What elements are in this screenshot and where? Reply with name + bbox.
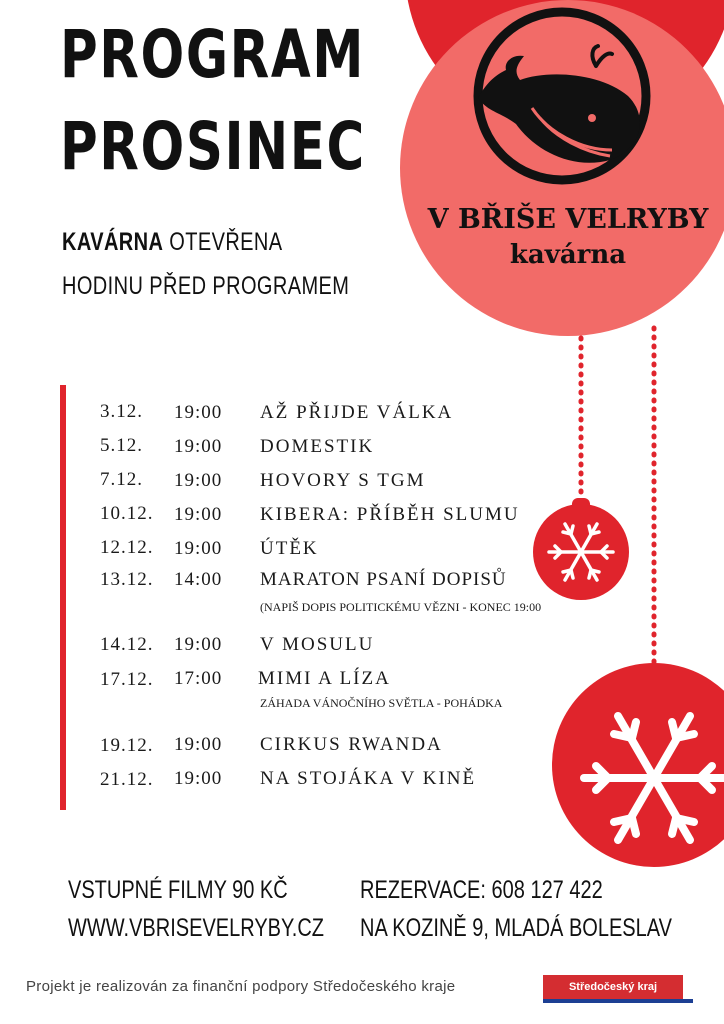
event-title: MIMI A LÍZA — [258, 668, 391, 689]
event-date: 3.12. — [100, 401, 143, 422]
website-link[interactable]: WWW.VBRISEVELRYBY.CZ — [68, 914, 324, 942]
support-note: Projekt je realizován za finanční podpory Středočeského kraje — [26, 978, 456, 995]
opening-note-rest: OTEVŘENA — [163, 228, 283, 256]
event-date: 12.12. — [100, 537, 154, 558]
event-note: ZÁHADA VÁNOČNÍHO SVĚTLA - POHÁDKA — [260, 696, 503, 710]
event-time: 19:00 — [174, 734, 223, 755]
region-logo-stripe — [543, 999, 693, 1003]
event-date: 7.12. — [100, 469, 143, 490]
event-title: NA STOJÁKA V KINĚ — [260, 768, 477, 789]
event-title: KIBERA: PŘÍBĚH SLUMU — [260, 504, 520, 525]
reservation-phone: REZERVACE: 608 127 422 — [360, 876, 603, 904]
event-date: 10.12. — [100, 503, 154, 524]
region-logo-label: Středočeský kraj — [543, 975, 683, 999]
event-date: 13.12. — [100, 569, 154, 590]
event-time: 19:00 — [174, 538, 223, 559]
title-line-2: PROSINEC — [60, 108, 366, 185]
entry-price: VSTUPNÉ FILMY 90 KČ — [68, 876, 288, 904]
event-title: CIRKUS RWANDA — [260, 734, 443, 755]
event-title: V MOSULU — [260, 634, 375, 655]
event-time: 14:00 — [174, 569, 223, 590]
brand-subname: kavárna — [509, 240, 627, 270]
opening-note-line-2: HODINU PŘED PROGRAMEM — [62, 272, 350, 300]
top-light-circle — [400, 0, 724, 336]
event-title: ÚTĚK — [260, 538, 319, 559]
brand-name: V BŘIŠE VELRYBY — [427, 204, 709, 235]
schedule-accent-bar — [60, 385, 66, 810]
opening-note-line-1 — [62, 228, 283, 257]
event-date: 5.12. — [100, 435, 143, 456]
event-time: 19:00 — [174, 470, 223, 491]
event-time: 19:00 — [174, 768, 223, 789]
opening-note-bold: KAVÁRNA — [62, 228, 164, 256]
small-ornament — [533, 498, 629, 600]
event-date: 14.12. — [100, 634, 154, 655]
event-title: HOVORY S TGM — [260, 470, 426, 491]
event-note: (NAPIŠ DOPIS POLITICKÉMU VĚZNI - KONEC 19:00 — [260, 600, 542, 614]
address: NA KOZINĚ 9, MLADÁ BOLESLAV — [360, 914, 672, 942]
event-title: DOMESTIK — [260, 436, 375, 457]
event-title: MARATON PSANÍ DOPISŮ — [260, 569, 507, 590]
event-time: 19:00 — [174, 436, 223, 457]
event-date: 17.12. — [100, 669, 154, 690]
title-line-1: PROGRAM — [60, 16, 366, 93]
event-time: 19:00 — [174, 634, 223, 655]
event-date: 21.12. — [100, 769, 154, 790]
region-logo — [543, 975, 693, 999]
event-title: AŽ PŘIJDE VÁLKA — [260, 402, 454, 423]
event-time: 19:00 — [174, 402, 223, 423]
event-date: 19.12. — [100, 735, 154, 756]
large-ornament — [552, 663, 724, 867]
event-time: 17:00 — [174, 668, 223, 689]
event-time: 19:00 — [174, 504, 223, 525]
